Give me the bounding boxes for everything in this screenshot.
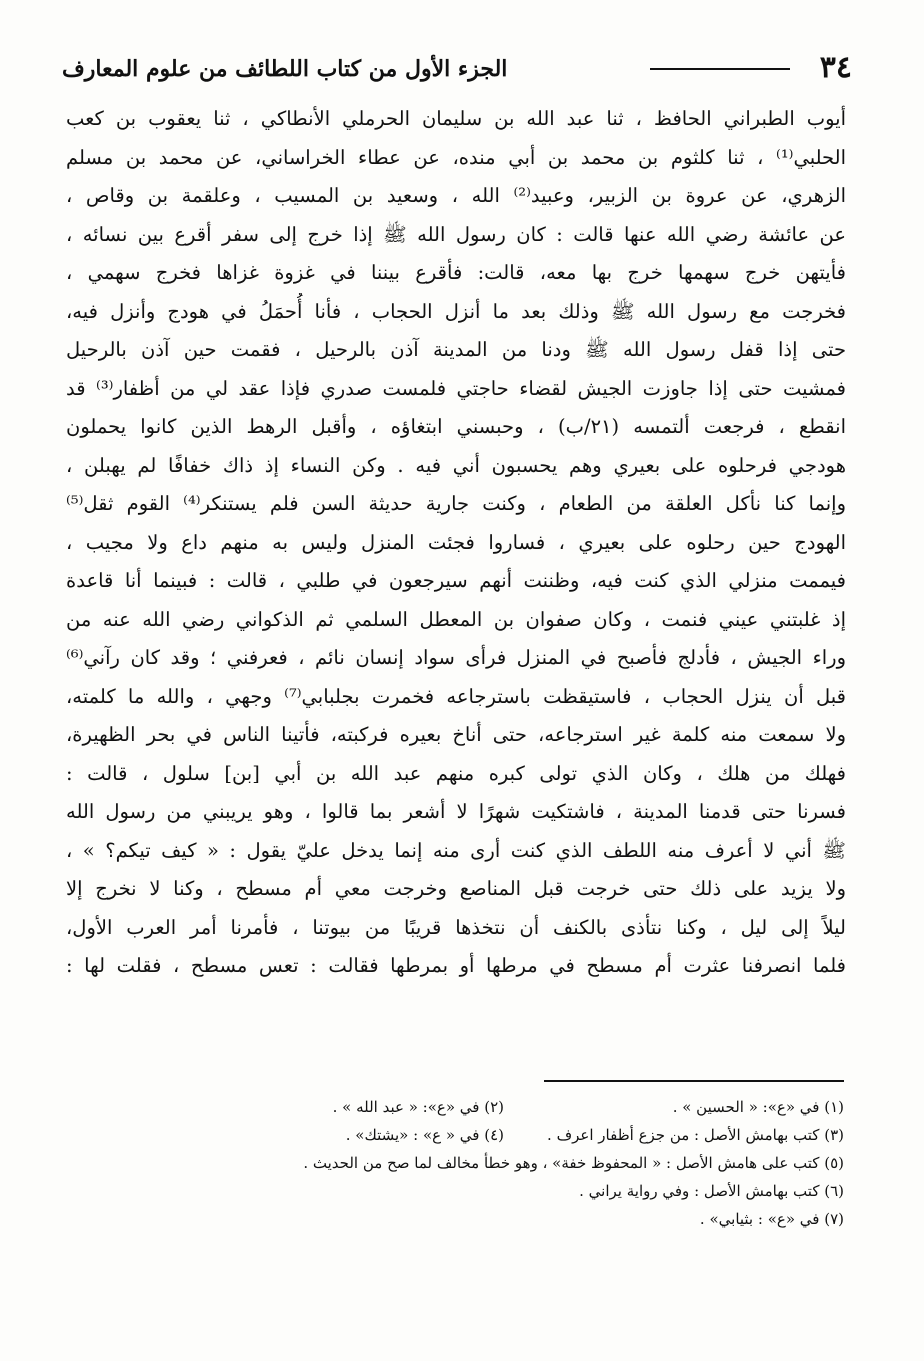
text-line: حتى إذا قفل رسول الله ﷺ ودنا من المدينة آذن بالرحيل ، فقمت حين آذن بالرحيل — [66, 338, 846, 361]
text-line: وإنما كنا نأكل العلقة من الطعام ، وكنت جارية حديثة السن فلم يستنكر⁽⁴⁾ القوم ثقل⁽⁵⁾ — [66, 492, 846, 515]
footnote-1: (١) في «ع»: « الحسين » . — [672, 1098, 844, 1116]
text-line: ﷺ أني لا أعرف منه اللطف الذي كنت أرى منه إنما يدخل عليّ يقول : « كيف تيكم؟ » ، — [66, 838, 846, 862]
text-line: الزهري، عن عروة بن الزبير، وعبيد⁽²⁾ الله ، وسعيد بن المسيب ، وعلقمة بن وقاص ، — [66, 184, 846, 207]
text-line: فسرنا حتى قدمنا المدينة ، فاشتكيت شهرًا لا أشعر بما قالوا ، وهو يريبني من رسول الله — [66, 800, 846, 823]
text-line: فخرجت مع رسول الله ﷺ وذلك بعد ما أنزل الحجاب ، فأنا أُحمَلُ في هودج وأنزل فيه، — [66, 299, 846, 323]
text-line: وراء الجيش ، فأدلج فأصبح في المنزل فرأى سواد إنسان نائم ، فعرفني ؛ وقد كان رآني⁽⁶⁾ — [66, 646, 846, 669]
text-line: قبل أن ينزل الحجاب ، فاستيقظت باسترجاعه فخمرت بجلبابي⁽⁷⁾ وجهي ، والله ما كلمته، — [66, 684, 846, 708]
body-text — [66, 100, 846, 986]
footnote-separator — [544, 1080, 844, 1082]
text-line: هودجي فرحلوه على بعيري وهم يحسبون أني فيه . وكن النساء إذ ذاك خفافًا لم يهبلن ، — [66, 453, 846, 477]
text-line: الحلبي⁽¹⁾ ، ثنا كلثوم بن محمد بن أبي منده، عن عطاء الخراساني، عن محمد بن مسلم — [66, 145, 846, 169]
text-line: الهودج حين رحلوه على بعيري ، فساروا فجئت المنزل وليس به منهم داع ولا مجيب ، — [66, 530, 846, 554]
footnote-row — [164, 1121, 844, 1149]
text-line: عن عائشة رضي الله عنها قالت : كان رسول الله ﷺ إذا خرج إلى سفر أقرع بين نسائه ، — [66, 222, 846, 246]
page-number: ٣٤ — [819, 50, 852, 85]
text-line: إذ غلبتني عيني فنمت ، وكان صفوان بن المعطل السلمي ثم الذكواني رضي الله عنه من — [66, 607, 846, 631]
text-line: فمشيت حتى إذا جاوزت الجيش لقضاء حاجتي فلمست صدري فإذا عقد لي من أظفار⁽³⁾ قد — [66, 376, 846, 400]
text-line: انقطع ، فرجعت ألتمسه (٢١/ب) ، وحبسني ابتغاؤه ، وأقبل الرهط الذين كانوا يحملون — [66, 415, 846, 438]
text-line: ليلاً إلى ليل ، وكنا نتأذى بالكنف أن نتخذها قريبًا من بيوتنا ، فأمرنا أمر العرب الأول، — [66, 915, 846, 939]
text-line: فلما انصرفنا عثرت أم مسطح في مرطها أو بمرطها فقالت : تعس مسطح ، فقلت لها : — [66, 954, 846, 977]
footnote-6: (٦) كتب بهامش الأصل : وفي رواية يراني . — [579, 1182, 844, 1200]
footnote-3: (٣) كتب بهامش الأصل : من جزع أظفار اعرف . — [547, 1126, 844, 1144]
text-line: أيوب الطبراني الحافظ ، ثنا عبد الله بن سليمان الحرملي الأنطاكي ، ثنا يعقوب بن كعب — [66, 107, 846, 130]
footnote-5: (٥) كتب على هامش الأصل : « المحفوظ خفة» ، وهو خطأ مخالف لما صح من الحديث . — [303, 1154, 844, 1172]
footnote-row — [164, 1093, 844, 1121]
footnote-4: (٤) في « ع» : «يشتك» . — [345, 1126, 504, 1144]
footnote-2: (٢) في «ع»: « عبد الله » . — [332, 1098, 504, 1116]
running-title: الجزء الأول من كتاب اللطائف من علوم المعارف — [62, 56, 508, 82]
text-line: ولا سمعت منه كلمة غير استرجاعه، حتى أناخ بعيره فركبته، فأتينا الناس في بحر الظهيرة، — [66, 723, 846, 746]
text-line: ولا يزيد على ذلك حتى خرجت قبل المناصع وخرجت معي أم مسطح ، وكنا لا نخرج إلا — [66, 877, 846, 900]
header-rule — [650, 68, 790, 70]
footnote-7: (٧) في «ع» : بثيابي» . — [699, 1210, 844, 1228]
text-line: فيممت منزلي الذي كنت فيه، وظننت أنهم سيرجعون في طلبي ، قالت : فبينما أنا قاعدة — [66, 569, 846, 592]
text-line: فأيتهن خرج سهمها خرج بها معه، قالت: فأقرع بيننا في غزوة غزاها فخرج سهمي ، — [66, 261, 846, 284]
page-header — [62, 50, 852, 90]
text-line: فهلك من هلك ، وكان الذي تولى كبره منهم عبد الله بن أبي [بن] سلول ، قالت : — [66, 761, 846, 785]
footnotes — [164, 1093, 844, 1233]
